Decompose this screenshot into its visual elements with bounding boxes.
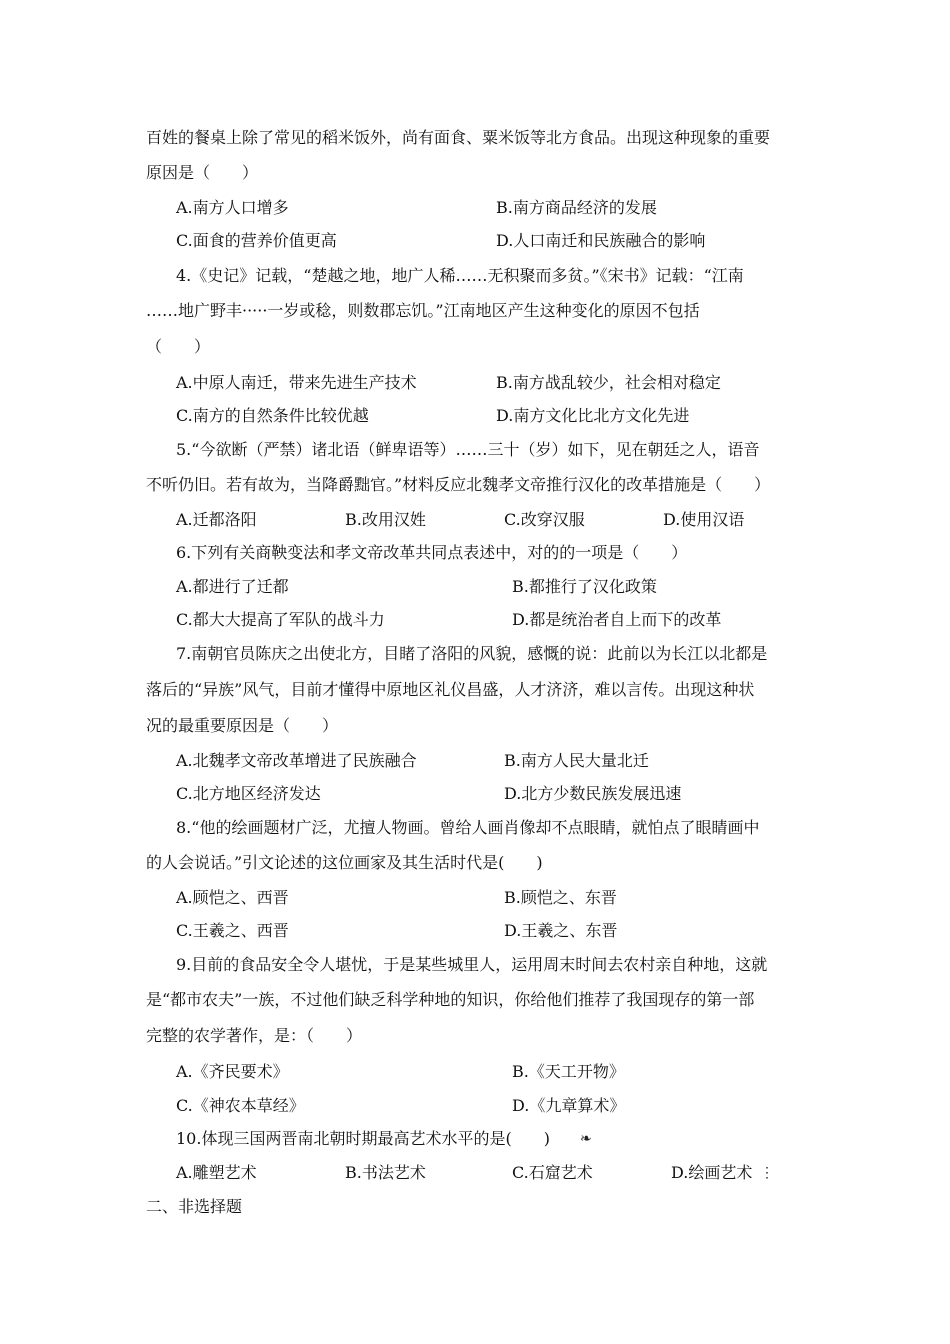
q9-option-a: A.《齐民要术》 xyxy=(176,1062,289,1081)
q9-option-c: C.《神农本草经》 xyxy=(176,1096,305,1115)
q9-stem-line-1: 9.目前的食品安全令人堪忧，于是某些城里人，运用周末时间去农村亲自种地，这就 xyxy=(176,955,768,974)
q7-option-d: D.北方少数民族发展迅速 xyxy=(504,784,682,803)
q10-option-c: C.石窟艺术 xyxy=(512,1163,593,1182)
q4-stem-line-1: 4.《史记》记载，“楚越之地，地广人稀……无积聚而多贫。”《宋书》记载：“江南 xyxy=(176,266,744,285)
q8-option-d: D.王羲之、东晋 xyxy=(504,921,618,940)
q4-option-a: A.中原人南迁，带来先进生产技术 xyxy=(176,373,417,392)
q6-option-b: B.都推行了汉化政策 xyxy=(512,577,657,596)
q5-stem-line-2: 不听仍旧。若有故为，当降爵黜官。”材料反应北魏孝文帝推行汉化的改革措施是（ ） xyxy=(146,475,771,494)
section-2-heading: 二、非选择题 xyxy=(146,1197,243,1216)
q4-option-b: B.南方战乱较少，社会相对稳定 xyxy=(496,373,721,392)
q8-stem-line-2: 的人会说话。”引文论述的这位画家及其生活时代是( ) xyxy=(146,853,543,872)
q5-option-d: D.使用汉语 xyxy=(663,510,745,529)
q5-option-c: C.改穿汉服 xyxy=(504,510,585,529)
q3-option-b: B.南方商品经济的发展 xyxy=(496,198,657,217)
q4-option-d: D.南方文化比北方文化先进 xyxy=(496,406,690,425)
q5-option-a: A.迁都洛阳 xyxy=(176,510,257,529)
q7-stem-line-1: 7.南朝官员陈庆之出使北方，目睹了洛阳的风貌，感慨的说：此前以为长江以北都是 xyxy=(176,644,768,663)
q4-option-c: C.南方的自然条件比较优越 xyxy=(176,406,369,425)
q5-stem-line-1: 5.“今欲断（严禁）诸北语（鲜卑语等）……三十（岁）如下，见在朝廷之人，语音 xyxy=(176,440,760,459)
q10-stem-line-1: 10.体现三国两晋南北朝时期最高艺术水平的是( ) xyxy=(176,1129,550,1148)
q10-option-b: B.书法艺术 xyxy=(345,1163,426,1182)
q4-stem-line-2: ……地广野丰·····一岁或稔，则数郡忘饥。”江南地区产生这种变化的原因不包括 xyxy=(146,301,700,320)
q6-stem-line-1: 6.下列有关商鞅变法和孝文帝改革共同点表述中，对的的一项是（ ） xyxy=(176,543,688,562)
q6-option-d: D.都是统治者自上而下的改革 xyxy=(512,610,722,629)
q8-option-a: A.顾恺之、西晋 xyxy=(176,888,289,907)
q8-option-b: B.顾恺之、东晋 xyxy=(504,888,617,907)
q9-stem-line-2: 是“都市农夫”一族，不过他们缺乏科学种地的知识，你给他们推荐了我国现存的第一部 xyxy=(146,990,755,1009)
q7-option-a: A.北魏孝文帝改革增进了民族融合 xyxy=(176,751,417,770)
q5-option-b: B.改用汉姓 xyxy=(345,510,426,529)
q3-stem-line-1: 百姓的餐桌上除了常见的稻米饭外，尚有面食、粟米饭等北方食品。出现这种现象的重要 xyxy=(146,128,771,147)
q6-option-a: A.都进行了迁都 xyxy=(176,577,289,596)
q10-option-d: D.绘画艺术 xyxy=(671,1163,753,1182)
q7-stem-line-2: 落后的“异族”风气，目前才懂得中原地区礼仪昌盛，人才济济，难以言传。出现这种状 xyxy=(146,680,755,699)
q3-option-d: D.人口南迁和民族融合的影响 xyxy=(496,231,706,250)
q4-stem-line-3: （ ） xyxy=(146,337,211,356)
q3-stem-line-2: 原因是（ ） xyxy=(146,163,259,182)
q6-option-c: C.都大大提高了军队的战斗力 xyxy=(176,610,385,629)
stray-dots-icon: ⋮ xyxy=(760,1165,774,1181)
q9-stem-line-3: 完整的农学著作，是：（ ） xyxy=(146,1026,363,1045)
q9-option-b: B.《天工开物》 xyxy=(512,1062,625,1081)
q8-option-c: C.王羲之、西晋 xyxy=(176,921,289,940)
q7-stem-line-3: 况的最重要原因是（ ） xyxy=(146,716,339,735)
q9-option-d: D.《九章算术》 xyxy=(512,1096,626,1115)
q7-option-c: C.北方地区经济发达 xyxy=(176,784,321,803)
q3-option-a: A.南方人口增多 xyxy=(176,198,289,217)
q10-option-a: A.雕塑艺术 xyxy=(176,1163,257,1182)
stray-mark-icon: ❧ xyxy=(580,1131,592,1147)
q8-stem-line-1: 8.“他的绘画题材广泛，尤擅人物画。曾给人画肖像却不点眼睛，就怕点了眼睛画中 xyxy=(176,818,760,837)
q7-option-b: B.南方人民大量北迁 xyxy=(504,751,649,770)
q3-option-c: C.面食的营养价值更高 xyxy=(176,231,337,250)
